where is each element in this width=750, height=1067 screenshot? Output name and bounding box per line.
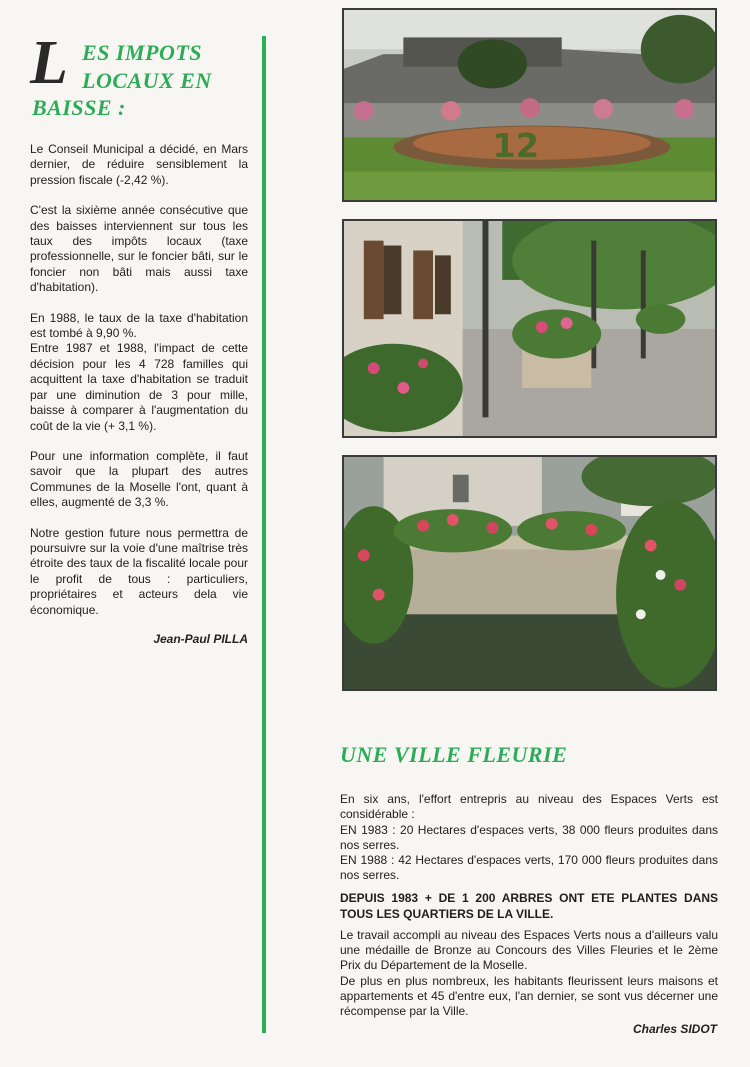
- section-title: UNE VILLE FLEURIE: [340, 742, 568, 767]
- drop-cap: L: [30, 29, 68, 97]
- article-headline: [30, 29, 248, 120]
- paragraph: EN 1988 : 42 Hectares d'espaces verts, 170 000 fleurs produites dans nos serres.: [340, 853, 718, 883]
- paragraph: Pour une information complète, il faut savoir que la plupart des autres Communes de la Moselle l'ont, quant à elles, augmenté de 3,3 %.: [30, 448, 248, 510]
- photo-street-planters: [342, 219, 717, 438]
- svg-text:12: 12: [492, 126, 540, 165]
- photo-floral-clock: [342, 8, 717, 202]
- paragraph: Le travail accompli au niveau des Espaces Verts nous a d'ailleurs valu une médaille de Bronze au Concours des Villes Fleuries et le 2ème Prix du Département de la Moselle.: [340, 927, 718, 973]
- tax-article: [30, 29, 248, 646]
- paragraph: Le Conseil Municipal a décidé, en Mars dernier, de réduire sensiblement la pression fiscale (-2,42 %).: [30, 142, 248, 187]
- green-vertical-rule: [262, 36, 266, 1033]
- paragraph: Entre 1987 et 1988, l'impact de cette décision pour les 4 728 familles qui acquittent la taxe d'habitation se traduit par une diminution de 3 pour mille, baisse à comparer à l'augmentation du coût de la vie (+ 3,1 %).: [30, 341, 248, 433]
- author-signature: Jean-Paul PILLA: [153, 631, 248, 646]
- paragraph: EN 1983 : 20 Hectares d'espaces verts, 38 000 fleurs produites dans nos serres.: [340, 822, 718, 852]
- paragraph: C'est la sixième année consécutive que des baisses interviennent sur tous les taux des impôts locaux (taxe professionnelle, sur le foncier bâti, sur le foncier non bâti mais aussi taxe d'habitation).: [30, 203, 248, 295]
- headline-line-3: BAISSE :: [32, 95, 126, 120]
- flower-article-body: [340, 792, 718, 1020]
- photo-flowered-bridge: [342, 455, 717, 691]
- headline-line-2: LOCAUX EN: [82, 68, 212, 93]
- paragraph: Notre gestion future nous permettra de poursuivre sur la voie d'une maîtrise très étroite des taux de la fiscalité locale pour le profit de tous : particuliers, propriétaires et acteurs dela vie économique.: [30, 525, 248, 617]
- paragraph: De plus en plus nombreux, les habitants fleurissent leurs maisons et appartements et 45 d'entre eux, l'an dernier, se sont vus décerner une récompense par la Ville.: [340, 973, 718, 1019]
- paragraph: En 1988, le taux de la taxe d'habitation est tombé à 9,90 %.: [30, 310, 248, 341]
- highlight-statement: DEPUIS 1983 + DE 1 200 ARBRES ONT ETE PLANTES DANS TOUS LES QUARTIERS DE LA VILLE.: [340, 890, 718, 921]
- headline-line-1: ES IMPOTS: [82, 40, 203, 65]
- author-signature: Charles SIDOT: [632, 1022, 717, 1036]
- article-body: [30, 142, 248, 618]
- paragraph: En six ans, l'effort entrepris au niveau des Espaces Verts est considérable :: [340, 792, 718, 822]
